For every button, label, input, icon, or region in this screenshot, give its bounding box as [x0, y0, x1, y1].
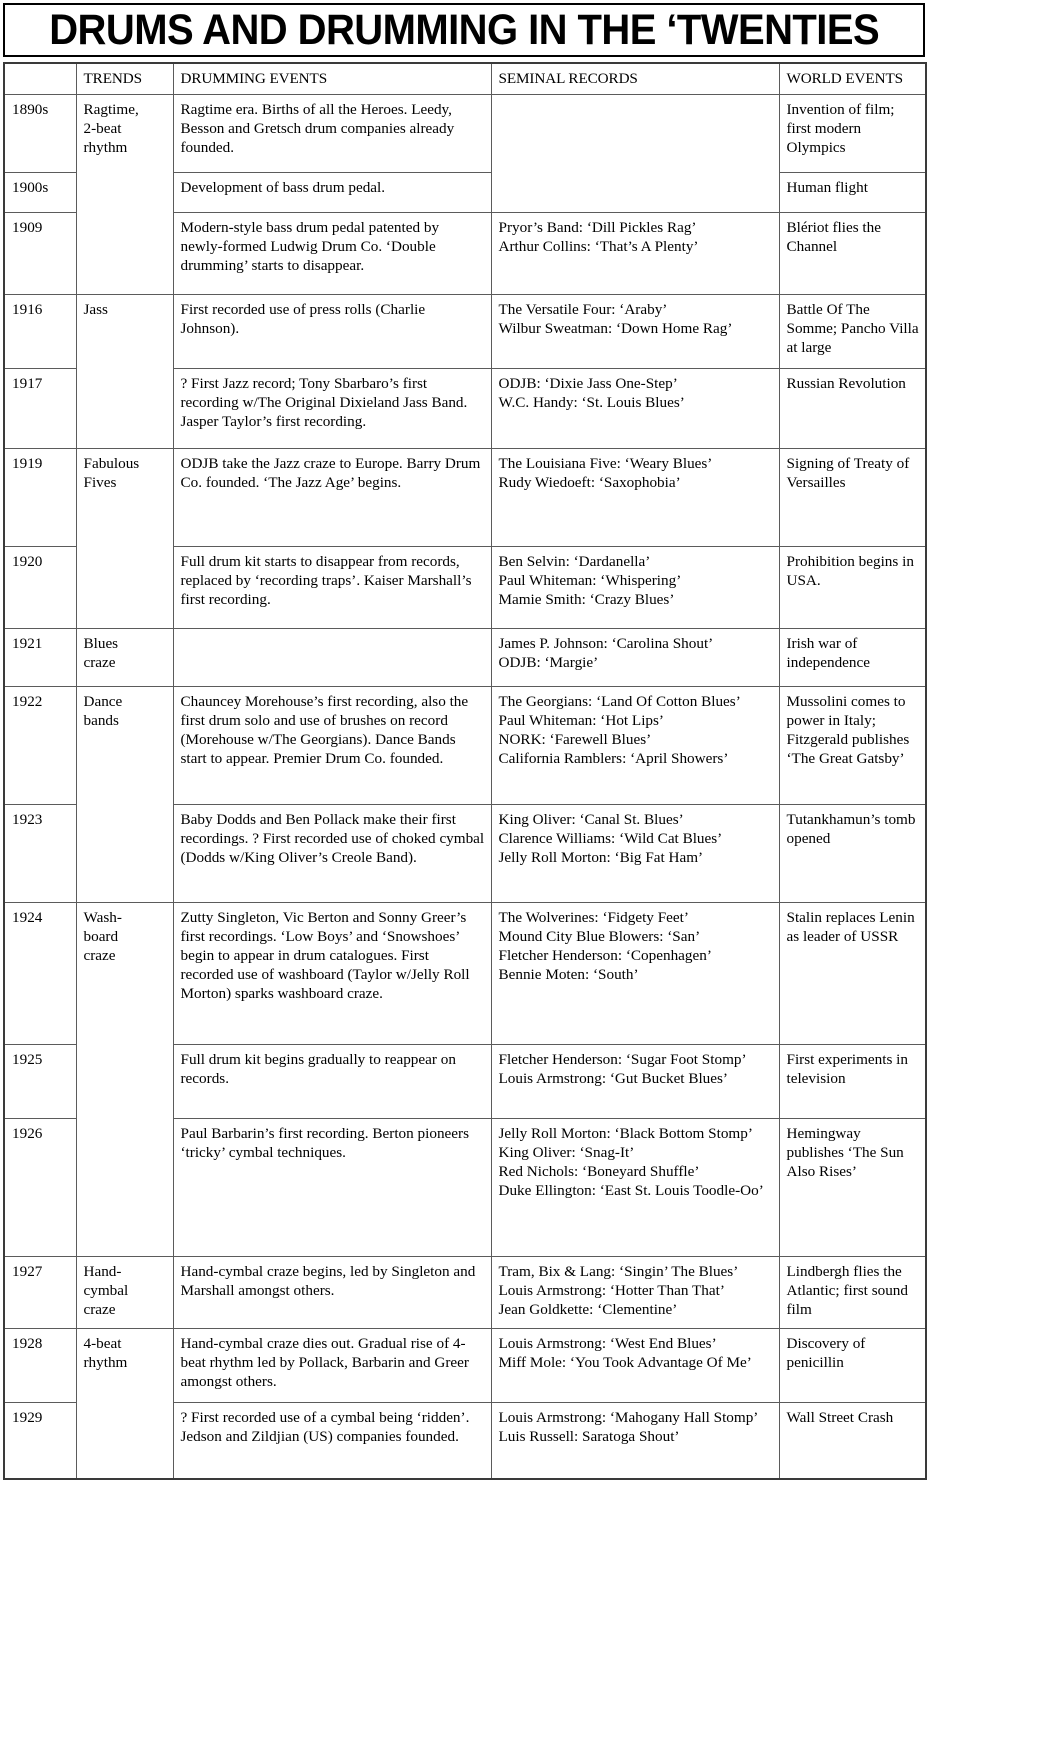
text-line: W.C. Handy: ‘St. Louis Blues’: [498, 394, 685, 411]
text-line: The Wolverines: ‘Fidgety Feet’: [498, 909, 689, 926]
table-header-row: [4, 63, 926, 95]
timeline-table: [3, 62, 927, 1480]
cell-world-events: Battle Of The Somme; Pancho Villa at large: [779, 295, 926, 369]
cell-seminal-records: [491, 1403, 779, 1479]
cell-year: 1900s: [4, 173, 76, 213]
cell-world-events: Hemingway publishes ‘The Sun Also Rises’: [779, 1119, 926, 1257]
cell-year: 1928: [4, 1329, 76, 1403]
cell-drumming-events: [173, 629, 491, 687]
table-row: [4, 1257, 926, 1329]
cell-world-events: Irish war of independence: [779, 629, 926, 687]
text-line: Mound City Blue Blowers: ‘San’: [498, 928, 701, 945]
cell-year: 1927: [4, 1257, 76, 1329]
text-line: The Louisiana Five: ‘Weary Blues’: [498, 455, 713, 472]
text-line: Hand-: [83, 1263, 122, 1280]
cell-seminal-records: [491, 213, 779, 295]
table-row: [4, 903, 926, 1045]
document-title-banner: [3, 3, 925, 57]
text-line: Luis Russell: Saratoga Shout’: [498, 1428, 680, 1445]
text-line: 2-beat: [83, 120, 122, 137]
text-line: Ben Selvin: ‘Dardanella’: [498, 553, 651, 570]
text-line: Jelly Roll Morton: ‘Black Bottom Stomp’: [498, 1125, 753, 1142]
cell-world-events: Stalin replaces Lenin as leader of USSR: [779, 903, 926, 1045]
table-row: [4, 1329, 926, 1403]
text-line: The Georgians: ‘Land Of Cotton Blues’: [498, 693, 741, 710]
cell-drumming-events: Zutty Singleton, Vic Berton and Sonny Greer’s first recordings. ‘Low Boys’ and ‘Snowshoes’ begin to appear in drum catalogues. First recorded use of washboard (Taylor w/Jelly Roll Morton) sparks washboard craze.: [173, 903, 491, 1045]
cell-seminal-records: [491, 95, 779, 213]
text-line: California Ramblers: ‘April Showers’: [498, 750, 729, 767]
cell-drumming-events: Hand-cymbal craze begins, led by Singleton and Marshall amongst others.: [173, 1257, 491, 1329]
text-line: King Oliver: ‘Snag-It’: [498, 1144, 635, 1161]
text-line: Pryor’s Band: ‘Dill Pickles Rag’: [498, 219, 697, 236]
cell-year: 1890s: [4, 95, 76, 173]
cell-drumming-events: Modern-style bass drum pedal patented by newly-formed Ludwig Drum Co. ‘Double drumming’ starts to disappear.: [173, 213, 491, 295]
cell-year: 1929: [4, 1403, 76, 1479]
text-line: cymbal: [83, 1282, 129, 1299]
cell-drumming-events: Paul Barbarin’s first recording. Berton pioneers ‘tricky’ cymbal techniques.: [173, 1119, 491, 1257]
text-line: Arthur Collins: ‘That’s A Plenty’: [498, 238, 699, 255]
text-line: ODJB: ‘Dixie Jass One-Step’: [498, 375, 678, 392]
text-line: Fabulous: [83, 455, 140, 472]
table-row: [4, 629, 926, 687]
cell-year: 1922: [4, 687, 76, 805]
text-line: craze: [83, 654, 116, 671]
cell-drumming-events: Full drum kit starts to disappear from records, replaced by ‘recording traps’. Kaiser Marshall’s first recording.: [173, 547, 491, 629]
text-line: bands: [83, 712, 119, 729]
cell-drumming-events: Hand-cymbal craze dies out. Gradual rise of 4-beat rhythm led by Pollack, Barbarin and Greer amongst others.: [173, 1329, 491, 1403]
text-line: King Oliver: ‘Canal St. Blues’: [498, 811, 684, 828]
column-header-year: [4, 63, 76, 95]
text-line: Louis Armstrong: ‘Gut Bucket Blues’: [498, 1070, 728, 1087]
cell-year: 1921: [4, 629, 76, 687]
cell-drumming-events: Full drum kit begins gradually to reappear on records.: [173, 1045, 491, 1119]
text-line: Blues: [83, 635, 119, 652]
cell-trends: [76, 687, 173, 903]
cell-drumming-events: ? First recorded use of a cymbal being ‘ridden’. Jedson and Zildjian (US) companies founded.: [173, 1403, 491, 1479]
timeline-table-wrapper: [3, 62, 925, 1480]
column-header-trends: TRENDS: [76, 63, 173, 95]
table-body: [4, 95, 926, 1479]
text-line: 4-beat: [83, 1335, 122, 1352]
text-line: Jelly Roll Morton: ‘Big Fat Ham’: [498, 849, 704, 866]
cell-seminal-records: [491, 369, 779, 449]
cell-year: 1916: [4, 295, 76, 369]
text-line: Bennie Moten: ‘South’: [498, 966, 639, 983]
cell-year: 1925: [4, 1045, 76, 1119]
text-line: Paul Whiteman: ‘Whispering’: [498, 572, 682, 589]
cell-seminal-records: [491, 1119, 779, 1257]
cell-trends: [76, 1257, 173, 1329]
text-line: Fletcher Henderson: ‘Sugar Foot Stomp’: [498, 1051, 747, 1068]
table-row: [4, 95, 926, 173]
cell-drumming-events: ODJB take the Jazz craze to Europe. Barry Drum Co. founded. ‘The Jazz Age’ begins.: [173, 449, 491, 547]
cell-seminal-records: [491, 1045, 779, 1119]
text-line: Louis Armstrong: ‘Mahogany Hall Stomp’: [498, 1409, 759, 1426]
cell-year: 1926: [4, 1119, 76, 1257]
text-line: NORK: ‘Farewell Blues’: [498, 731, 652, 748]
table-row: [4, 295, 926, 369]
cell-world-events: Prohibition begins in USA.: [779, 547, 926, 629]
cell-world-events: Signing of Treaty of Versailles: [779, 449, 926, 547]
cell-year: 1920: [4, 547, 76, 629]
text-line: Clarence Williams: ‘Wild Cat Blues’: [498, 830, 723, 847]
cell-year: 1917: [4, 369, 76, 449]
table-header: [4, 63, 926, 95]
text-line: Jean Goldkette: ‘Clementine’: [498, 1301, 678, 1318]
text-line: The Versatile Four: ‘Araby’: [498, 301, 668, 318]
text-line: Wilbur Sweatman: ‘Down Home Rag’: [498, 320, 733, 337]
cell-year: 1919: [4, 449, 76, 547]
text-line: Louis Armstrong: ‘West End Blues’: [498, 1335, 717, 1352]
text-line: Duke Ellington: ‘East St. Louis Toodle-Oo’: [498, 1182, 764, 1199]
table-row: [4, 449, 926, 547]
text-line: Red Nichols: ‘Boneyard Shuffle’: [498, 1163, 700, 1180]
cell-seminal-records: [491, 687, 779, 805]
column-header-world-events: WORLD EVENTS: [779, 63, 926, 95]
cell-trends: [76, 295, 173, 449]
text-line: craze: [83, 947, 116, 964]
cell-trends: [76, 629, 173, 687]
cell-seminal-records: [491, 449, 779, 547]
cell-seminal-records: [491, 295, 779, 369]
column-header-drumming-events: DRUMMING EVENTS: [173, 63, 491, 95]
text-line: Rudy Wiedoeft: ‘Saxophobia’: [498, 474, 681, 491]
cell-world-events: Invention of film; first modern Olympics: [779, 95, 926, 173]
text-line: Miff Mole: ‘You Took Advantage Of Me’: [498, 1354, 752, 1371]
cell-seminal-records: [491, 805, 779, 903]
cell-world-events: Wall Street Crash: [779, 1403, 926, 1479]
cell-trends: [76, 1329, 173, 1479]
cell-seminal-records: [491, 629, 779, 687]
text-line: Tram, Bix & Lang: ‘Singin’ The Blues’: [498, 1263, 739, 1280]
text-line: Paul Whiteman: ‘Hot Lips’: [498, 712, 664, 729]
cell-year: 1909: [4, 213, 76, 295]
cell-drumming-events: First recorded use of press rolls (Charlie Johnson).: [173, 295, 491, 369]
table-row: [4, 687, 926, 805]
cell-world-events: Lindbergh flies the Atlantic; first sound film: [779, 1257, 926, 1329]
cell-drumming-events: Chauncey Morehouse’s first recording, also the first drum solo and use of brushes on record (Morehouse w/The Georgians). Dance Bands start to appear. Premier Drum Co. founded.: [173, 687, 491, 805]
cell-trends: [76, 903, 173, 1257]
cell-world-events: Tutankhamun’s tomb opened: [779, 805, 926, 903]
cell-world-events: Russian Revolution: [779, 369, 926, 449]
cell-drumming-events: ? First Jazz record; Tony Sbarbaro’s first recording w/The Original Dixieland Jass Band. Jasper Taylor’s first recording.: [173, 369, 491, 449]
cell-world-events: Blériot flies the Channel: [779, 213, 926, 295]
cell-drumming-events: Development of bass drum pedal.: [173, 173, 491, 213]
cell-seminal-records: [491, 547, 779, 629]
page-title: DRUMS AND DRUMMING IN THE ‘TWENTIES: [49, 5, 879, 54]
text-line: craze: [83, 1301, 116, 1318]
column-header-seminal-records: SEMINAL RECORDS: [491, 63, 779, 95]
cell-world-events: Mussolini comes to power in Italy; Fitzgerald publishes ‘The Great Gatsby’: [779, 687, 926, 805]
text-line: Fives: [83, 474, 117, 491]
text-line: Mamie Smith: ‘Crazy Blues’: [498, 591, 675, 608]
cell-seminal-records: [491, 1329, 779, 1403]
text-line: ODJB: ‘Margie’: [498, 654, 599, 671]
text-line: Wash-: [83, 909, 122, 926]
cell-world-events: Discovery of penicillin: [779, 1329, 926, 1403]
cell-year: 1923: [4, 805, 76, 903]
text-line: Jass: [83, 301, 108, 318]
cell-seminal-records: [491, 903, 779, 1045]
text-line: rhythm: [83, 1354, 128, 1371]
text-line: James P. Johnson: ‘Carolina Shout’: [498, 635, 714, 652]
text-line: board: [83, 928, 119, 945]
text-line: Fletcher Henderson: ‘Copenhagen’: [498, 947, 712, 964]
cell-drumming-events: Ragtime era. Births of all the Heroes. Leedy, Besson and Gretsch drum companies already founded.: [173, 95, 491, 173]
cell-drumming-events: Baby Dodds and Ben Pollack make their first recordings. ? First recorded use of choked cymbal (Dodds w/King Oliver’s Creole Band).: [173, 805, 491, 903]
text-line: rhythm: [83, 139, 128, 156]
text-line: Louis Armstrong: ‘Hotter Than That’: [498, 1282, 725, 1299]
cell-world-events: Human flight: [779, 173, 926, 213]
cell-seminal-records: [491, 1257, 779, 1329]
cell-world-events: First experiments in television: [779, 1045, 926, 1119]
cell-trends: [76, 449, 173, 629]
text-line: Ragtime,: [83, 101, 139, 118]
text-line: Dance: [83, 693, 123, 710]
cell-year: 1924: [4, 903, 76, 1045]
cell-trends: [76, 95, 173, 295]
